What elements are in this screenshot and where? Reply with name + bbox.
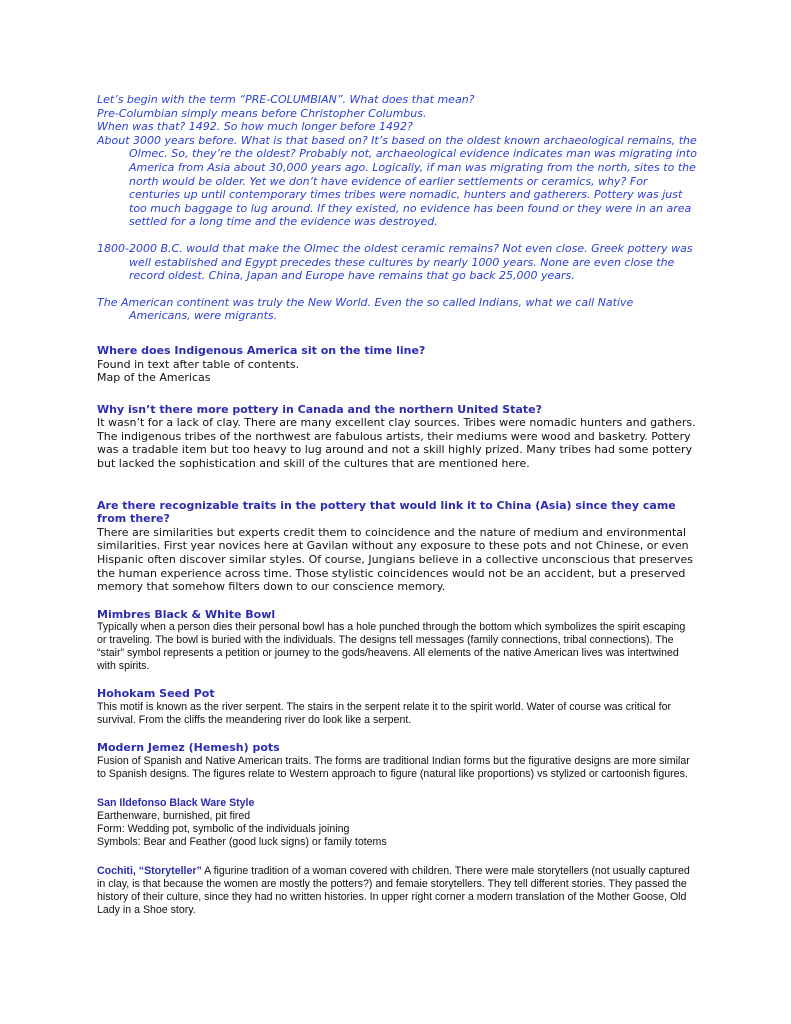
- intro-line-3: When was that? 1492. So how much longer before 1492?: [97, 120, 413, 134]
- canada-body: It wasn’t for a lack of clay. There are many excellent clay sources. Tribes were nomadic hunters and gathers. The indigenous tribes of the northwest are fabulous artists, their mediums were wood and basketry. Pottery was a tradable item but too heavy to lug around and not a skill highly prized. Many tribes had some pottery but lacked the sophistication and skill of the cultures that are mentioned here.: [97, 416, 696, 471]
- ildefonso-line-3: Symbols: Bear and Feather (good luck signs) or family totems: [97, 835, 387, 848]
- hohokam-body: This motif is known as the river serpent. The stairs in the serpent relate it to the spirit world. Water of course was critical for survival. From the cliffs the meandering river do look like a serpent.: [97, 701, 672, 726]
- jemez-body: Fusion of Spanish and Native American traits. The forms are traditional Indian forms but the figurative designs are more similar to Spanish designs. The figures relate to Western approach to figure (natural like proportions) vs stylized or cartoonish figures.: [97, 754, 690, 780]
- document-page: [97, 93, 697, 917]
- ildefonso-line-2: Form: Wedding pot, symbolic of the individuals joining: [97, 822, 350, 835]
- ildefonso-line-1: Earthenware, burnished, pit fired: [97, 809, 251, 822]
- cochiti-body: A figurine tradition of a woman covered with children. There were male storytellers (not usually captured in clay, is that because the women are mostly the potters?) and femaie storytellers. They tell different stories. They passed the history of their culture, since they had no written histories. In upper right corner a modern translation of the Mother Goose, Old Lady in a Shoe story.: [97, 864, 690, 916]
- traits-body: There are similarities but experts credit them to coincidence and the nature of medium and environmental similarities. First year novices here at Gavilan without any exposure to these pots and not Chinese, or even Hispanic often discover similar styles. Of course, Jungians believe in a collective unconscious that preserves the human experience across time. Those stylistic coincidences would not be an accident, but a preserved memory that somehow filters down to our conscience memory.: [97, 525, 693, 594]
- mimbres-body: Typically when a person dies their personal bowl has a hole punched through the bottom which symbolizes the spirit escaping or traveling. The bowl is buried with the individuals. The designs tell messages (family connections, tribal connections). The “stair” symbol represents a petition or journey to the gods/heavens. All elements of the native American lives was intertwined with spirits.: [97, 621, 686, 673]
- mimbres-heading: Mimbres Black & White Bowl: [97, 607, 276, 621]
- timeline-line-2: Map of the Americas: [97, 371, 211, 385]
- ildefonso-heading: San Ildefonso Black Ware Style: [97, 796, 255, 809]
- canada-heading: Why isn’t there more pottery in Canada and the northern United State?: [97, 402, 542, 416]
- traits-heading: Are there recognizable traits in the pottery that would link it to China (Asia) since they came from there?: [97, 498, 676, 526]
- intro-line-2: Pre-Columbian simply means before Christopher Columbus.: [97, 106, 427, 120]
- intro-paragraph-3: The American continent was truly the New World. Even the so called Indians, what we call Native Americans, were migrants.: [97, 295, 634, 323]
- hohokam-heading: Hohokam Seed Pot: [97, 687, 215, 701]
- cochiti-heading: Cochiti, “Storyteller”: [97, 864, 202, 877]
- timeline-heading: Where does Indigenous America sit on the time line?: [97, 343, 426, 357]
- jemez-heading: Modern Jemez (Hemesh) pots: [97, 741, 280, 754]
- cochiti-paragraph: [97, 865, 697, 917]
- timeline-line-1: Found in text after table of contents.: [97, 357, 300, 371]
- intro-line-1: Let’s begin with the term “PRE-COLUMBIAN”. What does that mean?: [97, 93, 475, 106]
- intro-paragraph-2: 1800-2000 B.C. would that make the Olmec the oldest ceramic remains? Not even close. Greek pottery was well established and Egypt precedes these cultures by nearly 1000 years. None are even close the record oldest. China, Japan and Europe have remains that go back 25,000 years.: [97, 241, 693, 283]
- intro-paragraph-1: About 3000 years before. What is that based on? It’s based on the oldest known archaeological remains, the Olmec. So, they’re the oldest? Probably not, archaeological evidence indicates man was migrating into America from Asia about 30,000 years ago. Logically, if man was migrating from the north, sites to the north would be older. Yet we don’t have evidence of earlier settlements or ceramics, why? For centuries up until contemporary times tribes were nomadic, hunters and gatherers. Pottery was just too much baggage to lug around. If they existed, no evidence has been found or they were in an area settled for a long time and the evidence was destroyed.: [97, 133, 697, 229]
